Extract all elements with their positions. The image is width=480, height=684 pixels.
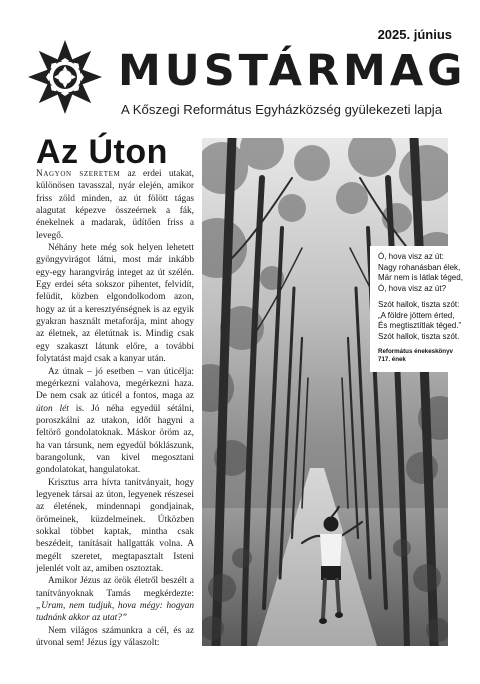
article-headline: Az Úton [36, 133, 168, 171]
magazine-subtitle: A Kőszegi Református Egyházközség gyülekezeti lapja [121, 102, 443, 117]
article-paragraph: Nem világos számunkra a cél, és az útvonal sem! Jézus így válaszolt: [36, 625, 194, 649]
hymn-source: Református énekeskönyv 717. ének [378, 348, 453, 363]
article-paragraph: Krisztus arra hívta tanítványait, hogy legyenek társai az úton, legyenek részesei az életének, mindennapi gondjainak, örömeinek, küzdelmeinek. Útközben sokkal többet kaptak, mintha csak beszédeit, tanításait hallgatták volna. A megélt szeretet, megtapasztalt Isteni jelenlét volt az, amiben osztoztak. [36, 477, 194, 574]
hymn-stanza-1: Ó, hova visz az út: Nagy rohanásban élek, Már nem is látlak téged, Ó, hova visz az út? [378, 252, 463, 293]
forest-path-photo [202, 138, 448, 646]
issue-date: 2025. június [377, 27, 452, 42]
logo-star-icon [26, 38, 104, 116]
article-paragraph: Néhány hete még sok helyen lehetett gyöngyvirágot látni, most már inkább egy-egy harangvirág integet az út szélén. Egy erdei séta sokszor pihentet, felvidít, felüdít, közben elgondolkodom azon, hogy az út a keresztyénségnek is az egyik gyakran használt metaforája, mint ahogy az életnek, az életútnak is. Mindig csak egy szakaszt látunk előre, a további folytatást majd csak a kanyar után. [36, 243, 194, 365]
hymn-stanza-2: Szót hallok, tiszta szót: „A földre jöttem érted, És megtisztítlak téged.” Szót hallok, tiszta szót. [378, 300, 462, 341]
article-paragraph: Az útnak – jó esetben – van úticélja: megérkezni valahova, megérkezni haza. De nem csak az úticél a fontos, maga az úton lét is. Jó néha egyedül sétálni, poroszkálni az utakon, időt hagyni a feltörő gondolatoknak. Máskor öröm az, ha van társunk, nem egyedül bóklászunk, barangolunk, van kivel megosztani gondolatokat, hangulatokat. [36, 366, 194, 476]
article-body [36, 168, 194, 674]
article-paragraph: Amikor Jézus az örök életről beszélt a tanítványoknak Tamás megkérdezte: „Uram, nem tudjuk, hova mégy: hogyan tudnánk akkor az utat?” [36, 576, 194, 624]
hymn-quote-box [370, 246, 475, 372]
magazine-title: MUSTÁRMAG [118, 46, 467, 96]
lead-in: Nagyon szeretem [36, 169, 121, 179]
article-paragraph: Nagyon szeretem az erdei utakat, különösen tavasszal, nyár elején, amikor friss zöld minden, az út fölött tágas alagutat képezve összeérnek a fák, énekelnek a madarak, üdítően friss a levegő. [36, 169, 194, 241]
